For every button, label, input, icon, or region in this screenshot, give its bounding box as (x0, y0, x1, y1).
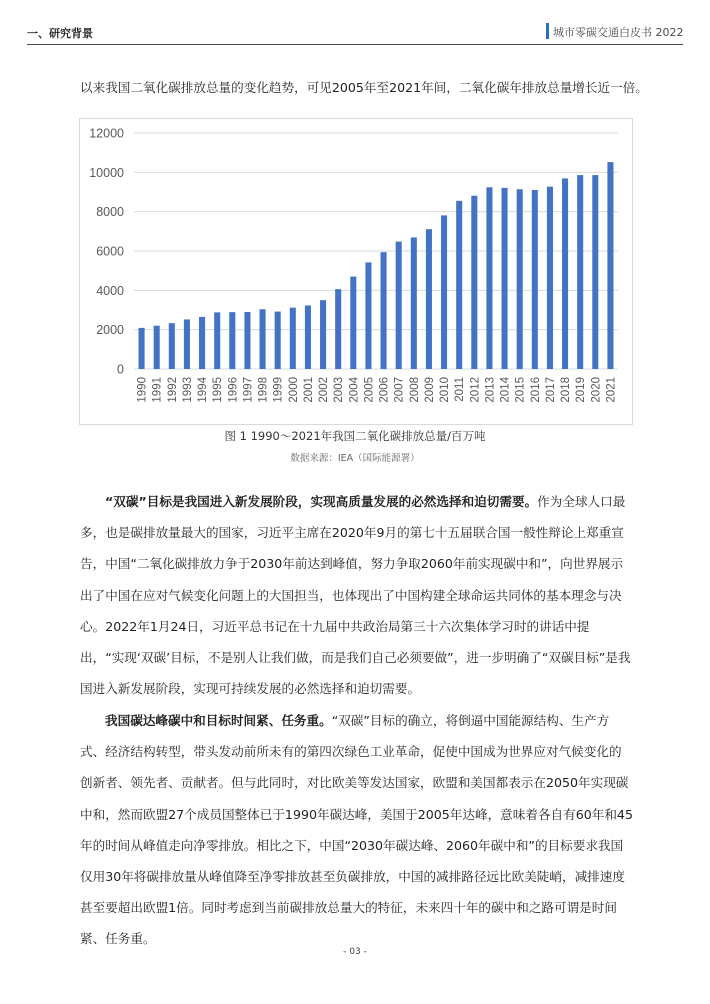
x-tick-label: 1999 (272, 377, 285, 403)
x-tick-label: 2016 (529, 377, 542, 403)
page-header (0, 0, 710, 46)
y-tick-label: 2000 (96, 323, 124, 338)
section-title: 一、研究背景 (27, 27, 93, 40)
x-tick-label: 2005 (363, 377, 376, 403)
y-tick-label: 4000 (96, 283, 124, 298)
bar-1990 (139, 328, 145, 369)
bar-2010 (441, 215, 447, 369)
page-number: - 03 - (343, 947, 367, 957)
x-tick-label: 2018 (560, 377, 573, 403)
y-tick-label: 10000 (89, 165, 124, 180)
x-tick-label: 2017 (544, 377, 557, 403)
x-tick-label: 2015 (514, 377, 527, 403)
figure-source: 数据来源：IEA（国际能源署） (290, 453, 420, 464)
x-tick-label: 2019 (575, 377, 588, 403)
bar-2007 (396, 242, 402, 369)
x-tick-label: 1996 (227, 377, 240, 403)
x-tick-label: 1995 (212, 377, 225, 403)
header-divider (27, 44, 683, 45)
bar-1993 (184, 319, 190, 369)
paragraph-lead: “双碳”目标是我国进入新发展阶段，实现高质量发展的必然选择和迫切需要。 (105, 494, 538, 509)
bar-2000 (290, 308, 296, 369)
bar-2002 (320, 300, 326, 369)
bar-2019 (577, 175, 583, 369)
bar-2014 (502, 188, 508, 369)
x-tick-label: 2001 (302, 377, 315, 403)
x-tick-label: 2014 (499, 377, 512, 403)
paragraph-dual-carbon (80, 486, 633, 704)
bar-1992 (169, 323, 175, 369)
bar-1999 (275, 312, 281, 369)
bar-2004 (350, 277, 356, 369)
y-tick-label: 0 (117, 362, 124, 377)
bar-2017 (547, 187, 553, 369)
bar-1995 (214, 312, 220, 369)
bar-2020 (592, 175, 598, 369)
bar-2006 (381, 252, 387, 369)
paragraph-lead: 我国碳达峰碳中和目标时间紧、任务重。 (105, 713, 332, 728)
x-tick-label: 1992 (166, 377, 179, 403)
x-tick-label: 2009 (423, 377, 436, 403)
x-tick-label: 2021 (605, 377, 618, 403)
document-title: 城市零碳交通白皮书 2022 (553, 26, 684, 39)
x-tick-label: 2003 (333, 377, 346, 403)
x-tick-label: 1998 (257, 377, 270, 403)
bar-1994 (199, 317, 205, 369)
x-tick-label: 1997 (242, 377, 255, 403)
bar-2011 (456, 201, 462, 369)
bar-2016 (532, 190, 538, 369)
x-tick-label: 1993 (181, 377, 194, 403)
bar-2013 (486, 187, 492, 369)
figure-caption: 图 1 1990～2021年我国二氧化碳排放总量/百万吨 (224, 429, 486, 443)
bar-2003 (335, 289, 341, 369)
y-tick-label: 6000 (96, 244, 124, 259)
x-tick-label: 2008 (408, 377, 421, 403)
bar-2009 (426, 229, 432, 369)
bar-2008 (411, 237, 417, 369)
bar-2021 (607, 162, 613, 369)
x-tick-label: 1991 (151, 377, 164, 403)
x-tick-label: 2012 (469, 377, 482, 403)
x-tick-label: 1994 (197, 377, 210, 403)
x-tick-label: 2013 (484, 377, 497, 403)
chart-frame (79, 118, 633, 425)
x-tick-label: 1990 (136, 377, 149, 403)
bar-1991 (154, 326, 160, 369)
x-tick-label: 2006 (378, 377, 391, 403)
bar-1996 (229, 312, 235, 369)
intro-paragraph: 以来我国二氧化碳排放总量的变化趋势，可见2005年至2021年间，二氧化碳年排放总量增长近一倍。 (80, 80, 648, 95)
header-accent-bar (546, 23, 549, 39)
paragraph-body: “双碳”目标的确立，将倒逼中国能源结构、生产方式、经济结构转型，带头发动前所未有的第四次绿色工业革命，促使中国成为世界应对气候变化的创新者、领先者、贡献者。但与此同时，对比欧美等发达国家，欧盟和美国都表示在2050年实现碳中和，然而欧盟27个成员国整体已于1990年碳达峰，美国于2005年达峰，意味着各自有60年和45年的时间从峰值走向净零排放。相比之下，中国“2030年碳达峰、2060年碳中和”的目标要求我国仅用30年将碳排放量从峰值降至净零排放甚至负碳排放，中国的减排路径远比欧美陡峭，减排速度甚至要超出欧盟1倍。同时考虑到当前碳排放总量大的特征，未来四十年的碳中和之路可谓是时间紧、任务重。 (80, 713, 633, 947)
y-tick-label: 8000 (96, 205, 124, 220)
y-tick-label: 12000 (89, 126, 124, 141)
x-tick-label: 2011 (454, 377, 467, 402)
bar-2005 (365, 262, 371, 369)
bar-2012 (471, 196, 477, 369)
x-tick-label: 2000 (287, 377, 300, 403)
bar-2001 (305, 305, 311, 369)
paragraph-timeline (80, 705, 633, 955)
paragraph-body: 作为全球人口最多，也是碳排放量最大的国家，习近平主席在2020年9月的第七十五届联合国一般性辩论上郑重宣告，中国“二氧化碳排放力争于2030年前达到峰值，努力争取2060年前实现碳中和”，向世界展示出了中国在应对气候变化问题上的大国担当，也体现出了中国构建全球命运共同体的基本理念与决心。2022年1月24日，习近平总书记在十九届中共政治局第三十六次集体学习时的讲话中提出，“实现‘双碳’目标，不是别人让我们做，而是我们自己必须要做”，进一步明确了“双碳目标”是我国进入新发展阶段，实现可持续发展的必然选择和迫切需要。 (80, 494, 631, 697)
x-tick-label: 2020 (590, 377, 603, 403)
co2-emissions-bar-chart (80, 119, 632, 424)
x-tick-label: 2004 (348, 377, 361, 403)
bar-1998 (260, 309, 266, 369)
x-tick-label: 2007 (393, 377, 406, 403)
bar-2015 (517, 189, 523, 369)
bar-2018 (562, 178, 568, 369)
bar-1997 (244, 312, 250, 369)
x-tick-label: 2010 (439, 377, 452, 403)
x-tick-label: 2002 (318, 377, 331, 403)
